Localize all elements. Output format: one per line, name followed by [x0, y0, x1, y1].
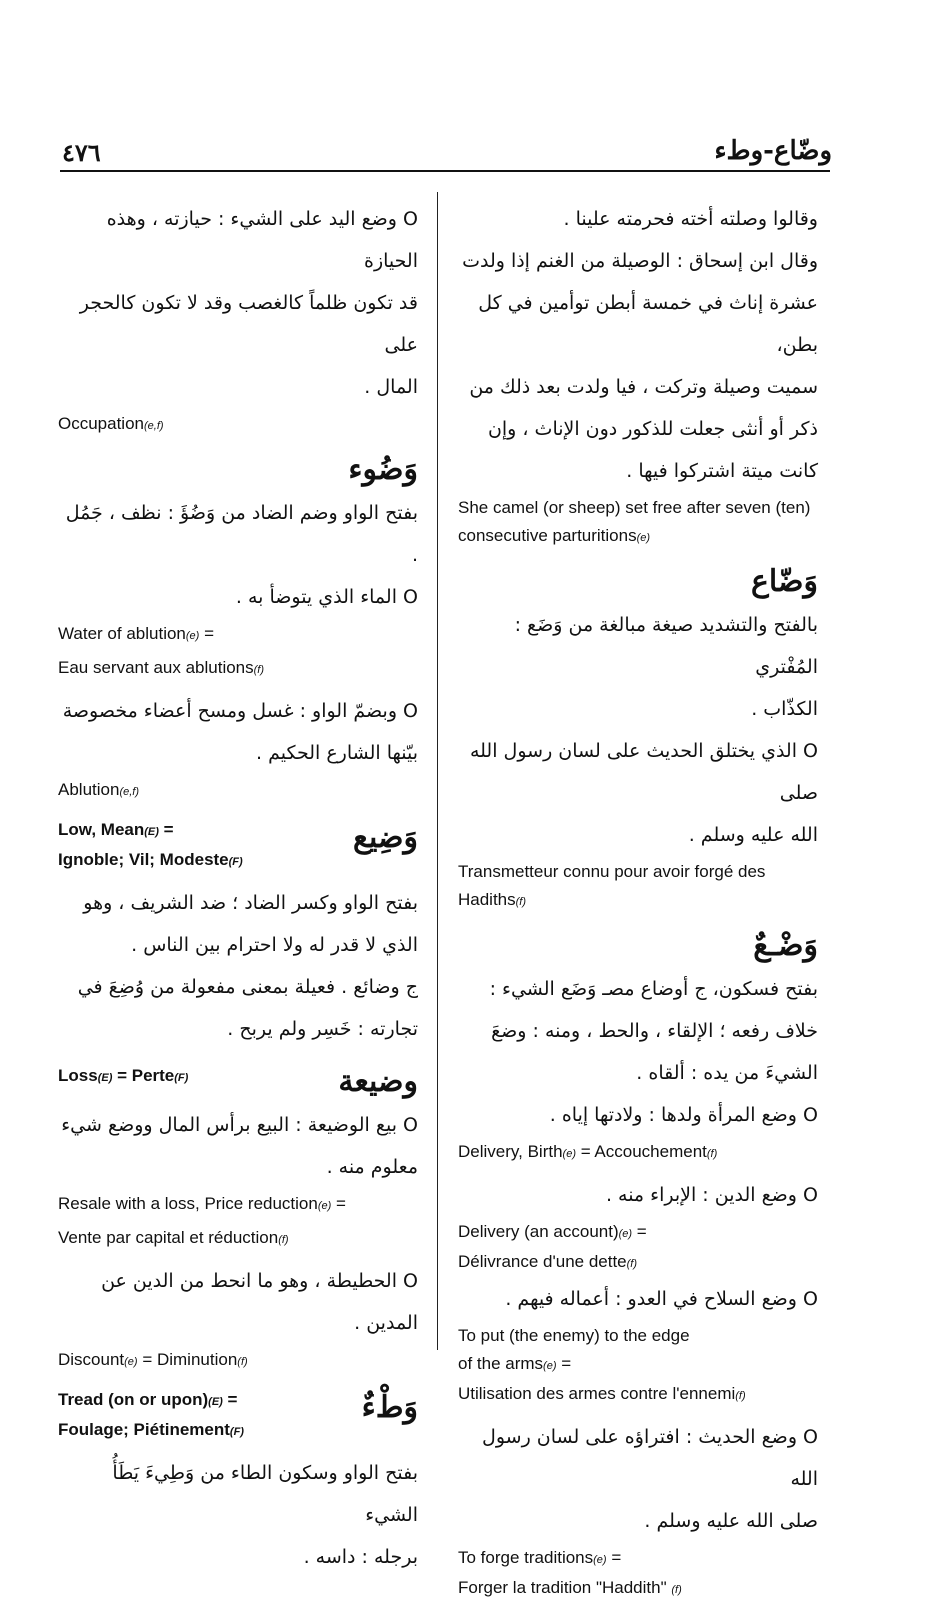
running-head: وضّاع-وطء	[714, 136, 832, 166]
definition	[58, 1452, 418, 1578]
text-line: O وضع الحديث : افتراؤه على لسان رسول الله	[482, 1426, 818, 1490]
gloss: Water of ablution(e) = Eau servant aux ablutions(f)	[58, 624, 265, 677]
left-column	[58, 198, 418, 1578]
text-line: بفتح الواو وسكون الطاء من وَطِيءَ يَطَأُ الشيء	[112, 1462, 418, 1526]
text-line: صلى الله عليه وسلم .	[644, 1510, 818, 1532]
text-line: الذي لا قدر له ولا احترام بين الناس .	[131, 934, 418, 956]
text-line: O وضع المرأة ولدها : ولادتها إياه .	[549, 1104, 818, 1126]
sense	[58, 690, 418, 774]
text-line: ذكر أو أنثى جعلت للذكور دون الإناث ، وإن	[487, 418, 818, 440]
column-divider	[437, 192, 438, 1350]
text-line: O بيع الوضيعة : البيع برأس المال ووضع شيء	[61, 1114, 418, 1136]
text-line: ج وضائع . فعيلة بمعنى مفعولة من وُضِعَ في	[77, 976, 418, 998]
sense: O وضع الدين : الإبراء منه .	[605, 1184, 818, 1206]
text-line: وقالوا وصلته أخته فحرمته علينا .	[563, 208, 818, 230]
sense	[458, 1416, 818, 1542]
definition	[58, 882, 418, 1050]
text-line: وقال ابن إسحاق : الوصيلة من الغنم إذا ولدت	[462, 250, 818, 272]
text-line: المال .	[364, 376, 418, 398]
entry-head: Low, Mean(E) = Ignoble; Vil; Modeste(F) وَضِيع	[58, 816, 418, 876]
text-line: بيّنها الشارع الحكيم .	[256, 742, 418, 764]
text-line: O وبضمّ الواو : غسل ومسح أعضاء مخصوصة	[62, 700, 418, 722]
text-line: قد تكون ظلماً كالغصب وقد لا تكون كالحجر على	[79, 292, 418, 356]
gloss: Delivery (an account)(e) = Délivrance d'une dette(f)	[458, 1222, 647, 1271]
english-gloss: She camel (or sheep) set free after seven (ten) consecutive parturitions(e)	[458, 498, 811, 545]
headword-wad: وَضْـعٌ	[753, 928, 818, 963]
text-line: معلوم منه .	[326, 1156, 418, 1178]
definition	[458, 604, 818, 856]
gloss: To forge traditions(e) = Forger la tradition "Haddith" (f)	[458, 1548, 682, 1597]
text-line: الكذّاب .	[751, 698, 818, 720]
gloss: To put (the enemy) to the edge of the arms(e) = Utilisation des armes contre l'ennemi(f)	[458, 1326, 746, 1403]
entry-head: Tread (on or upon)(E) = Foulage; Piétinement(F) وَطْءٌ	[58, 1386, 418, 1446]
header-rule	[60, 170, 830, 172]
gloss: Occupation(e,f)	[58, 414, 164, 433]
text-line: الله عليه وسلم .	[688, 824, 818, 846]
sense	[58, 198, 418, 408]
text-line: بالفتح والتشديد صيغة مبالغة من وَضَع : المُفْتري	[514, 614, 818, 678]
text-line: سميت وصيلة وتركت ، فيا ولدت بعد ذلك من	[469, 376, 818, 398]
text-line: O الذي يختلق الحديث على لسان رسول الله صلى	[469, 740, 818, 804]
text-line: بفتح الواو وضم الضاد من وَضُؤَ : نظف ، جَمُل .	[65, 502, 418, 566]
text-line: تجارته : خَسِر ولم يربح .	[227, 1018, 418, 1040]
headword-waddaa: وَضّاع	[750, 564, 818, 599]
text-line: خلاف رفعه ؛ الإلقاء ، والحط ، ومنه : وضعَ	[491, 1020, 818, 1042]
text-line: برجله : داسه .	[303, 1546, 418, 1568]
text-line: الشيءَ من يده : ألقاه .	[636, 1062, 818, 1084]
arabic-paragraph	[458, 198, 818, 492]
text-line: بفتح الواو وكسر الضاد ؛ ضد الشريف ، وهو	[83, 892, 418, 914]
text-line: بفتح فسكون، ج أوضاع مصـ وَضَع الشيء :	[489, 978, 818, 1000]
entry-head: Loss(E) = Perte(F) وضيعة	[58, 1060, 418, 1104]
headword-wadu: وَضُوء	[348, 452, 418, 487]
gloss: Delivery, Birth(e) = Accouchement(f)	[458, 1142, 718, 1161]
page-number: ٤٧٦	[62, 138, 101, 167]
text-line: O وضع اليد على الشيء : حيازته ، وهذه الحيازة	[106, 208, 418, 272]
sense: O الحطيطة ، وهو ما انحط من الدين عن المدين .	[101, 1270, 418, 1334]
french-gloss: Transmetteur connu pour avoir forgé des Hadiths(f)	[458, 862, 766, 909]
definition	[58, 492, 418, 618]
sense	[58, 1104, 418, 1188]
gloss: Discount(e) = Diminution(f)	[58, 1350, 248, 1369]
right-column	[458, 198, 818, 1610]
gloss: Resale with a loss, Price reduction(e) = Vente par capital et réduction(f)	[58, 1194, 346, 1247]
headword-wadi: وَضِيع	[353, 820, 418, 855]
gloss: Ablution(e,f)	[58, 780, 139, 799]
headword-wadia: وضيعة	[338, 1064, 418, 1099]
headword-wat: وَطْءٌ	[361, 1390, 418, 1425]
definition	[458, 968, 818, 1136]
sense: O وضع السلاح في العدو : أعماله فيهم .	[505, 1288, 818, 1310]
text-line: عشرة إناث في خمسة أبطن توأمين في كل بطن،	[478, 292, 818, 356]
text-line: كانت ميتة اشتركوا فيها .	[626, 460, 818, 482]
text-line: O الماء الذي يتوضأ به .	[235, 586, 418, 608]
